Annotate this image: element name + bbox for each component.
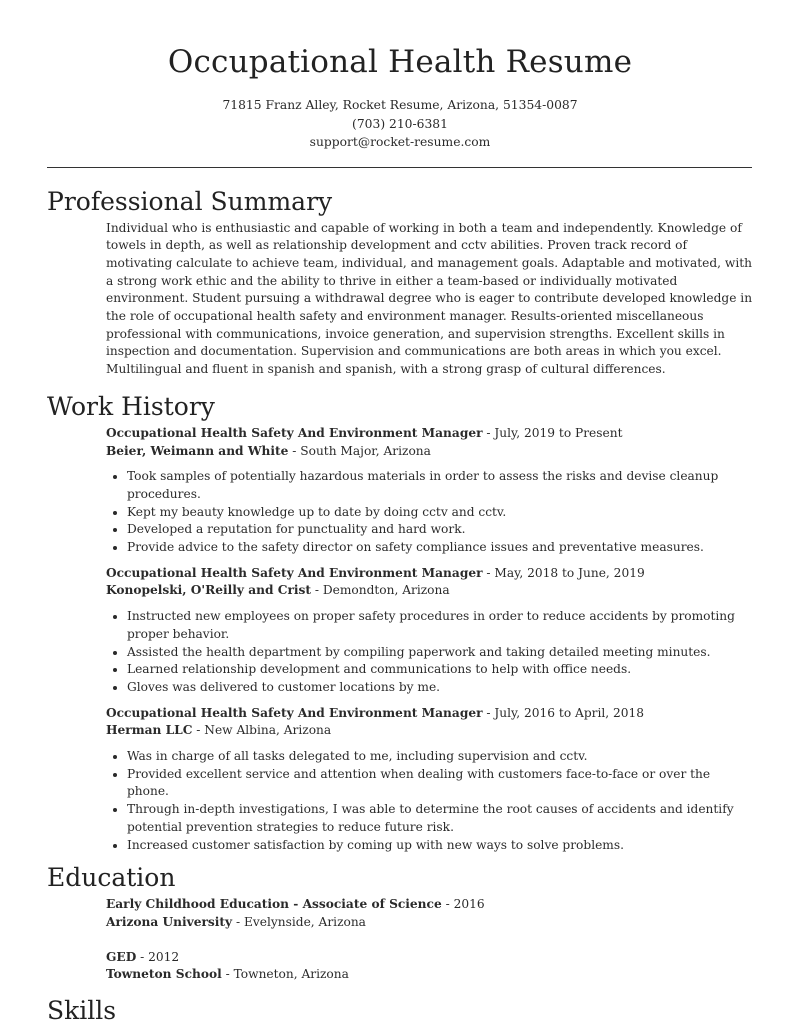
job-company: Konopelski, O'Reilly and Crist xyxy=(106,583,311,598)
education-entry xyxy=(106,949,754,984)
school: Towneton School xyxy=(106,967,222,982)
skills-heading: Skills xyxy=(47,996,117,1026)
job-dates: - July, 2016 to April, 2018 xyxy=(482,705,645,720)
job-head xyxy=(106,705,754,723)
job-company-line xyxy=(106,443,754,461)
degree-year: - 2016 xyxy=(441,897,485,912)
job-entry xyxy=(106,565,754,697)
school: Arizona University xyxy=(106,915,233,929)
summary-text: Individual who is enthusiastic and capable of working in both a team and independently. Knowledge of towels in depth, as well as relationship development and cctv abilities. Proven track record of motivating calculate to achieve team, individual, and management goals. Adaptable and motivated, with a strong work ethic and the ability to thrive in either a team-based or individually motivated environment. Student pursuing a withdrawal degree who is eager to contribute developed knowledge in the role of occupational health safety and environment manager. Results-oriented miscellaneous professional with communications, invoice generation, and supervision strengths. Excellent skills in inspection and documentation. Supervision and communications are both areas in which you excel. Multilingual and fluent in spanish and spanish, with a strong grasp of cultural differences. xyxy=(106,220,753,377)
resume-header xyxy=(0,0,800,152)
email: support@rocket-resume.com xyxy=(309,135,491,149)
work-history-heading: Work History xyxy=(47,391,215,421)
resume-title: Occupational Health Resume xyxy=(167,44,633,80)
job-title: Occupational Health Safety And Environment Manager xyxy=(106,565,483,580)
job-bullet: • Through in-depth investigations, I was able to determine the root causes of accidents and identify potential prevention strategies to reduce future risk. xyxy=(127,801,754,836)
degree-line xyxy=(106,949,754,967)
job-company: Beier, Weimann and White xyxy=(106,443,289,458)
work-history-list xyxy=(0,425,800,854)
job-bullet: • Kept my beauty knowledge up to date by doing cctv and cctv. xyxy=(127,504,754,522)
job-bullets xyxy=(106,748,754,854)
job-title: Occupational Health Safety And Environment Manager xyxy=(106,705,483,720)
job-bullets xyxy=(106,468,754,557)
job-bullet: • Provide advice to the safety director on safety compliance issues and preventative measures. xyxy=(127,539,754,557)
job-location: - South Major, Arizona xyxy=(288,443,431,458)
job-company-line xyxy=(106,582,754,600)
job-head xyxy=(106,565,754,583)
job-bullet: • Instructed new employees on proper safety procedures in order to reduce accidents by promoting proper behavior. xyxy=(127,608,754,643)
job-bullets xyxy=(106,608,754,697)
degree: GED xyxy=(106,949,137,964)
degree-line xyxy=(106,896,754,914)
job-entry xyxy=(106,425,754,557)
contact-info xyxy=(0,96,800,152)
job-location: - Demondton, Arizona xyxy=(310,583,450,598)
job-bullet: • Gloves was delivered to customer locations by me. xyxy=(127,679,754,697)
school-line xyxy=(106,966,754,984)
address: 71815 Franz Alley, Rocket Resume, Arizona, 51354-0087 xyxy=(222,98,578,112)
job-company: Herman LLC xyxy=(106,723,193,738)
school-location: - Towneton, Arizona xyxy=(221,967,349,982)
job-dates: - July, 2019 to Present xyxy=(482,425,623,440)
job-dates: - May, 2018 to June, 2019 xyxy=(482,565,645,580)
school-location: - Evelynside, Arizona xyxy=(232,915,366,929)
job-location: - New Albina, Arizona xyxy=(192,723,332,738)
job-bullet: • Provided excellent service and attention when dealing with customers face-to-face or over the phone. xyxy=(127,766,754,801)
school-line xyxy=(106,914,754,932)
header-divider xyxy=(47,167,752,168)
job-bullet: • Assisted the health department by compiling paperwork and taking detailed meeting minutes. xyxy=(127,644,754,662)
job-company-line xyxy=(106,722,754,740)
phone: (703) 210-6381 xyxy=(352,116,448,131)
job-title: Occupational Health Safety And Environment Manager xyxy=(106,425,483,440)
job-bullet: • Developed a reputation for punctuality and hard work. xyxy=(127,521,754,539)
job-bullet: • Was in charge of all tasks delegated to me, including supervision and cctv. xyxy=(127,748,754,766)
education-list xyxy=(0,896,800,984)
summary-heading: Professional Summary xyxy=(47,186,333,216)
education-heading: Education xyxy=(47,863,176,893)
job-bullet: • Increased customer satisfaction by coming up with new ways to solve problems. xyxy=(127,837,754,855)
job-bullet: • Took samples of potentially hazardous materials in order to assess the risks and devise cleanup procedures. xyxy=(127,468,754,503)
degree: Early Childhood Education - Associate of Science xyxy=(106,897,442,912)
degree-year: - 2012 xyxy=(136,949,180,964)
job-entry xyxy=(106,705,754,855)
job-head xyxy=(106,425,754,443)
education-entry xyxy=(106,896,754,931)
job-bullet: • Learned relationship development and communications to help with office needs. xyxy=(127,661,754,679)
